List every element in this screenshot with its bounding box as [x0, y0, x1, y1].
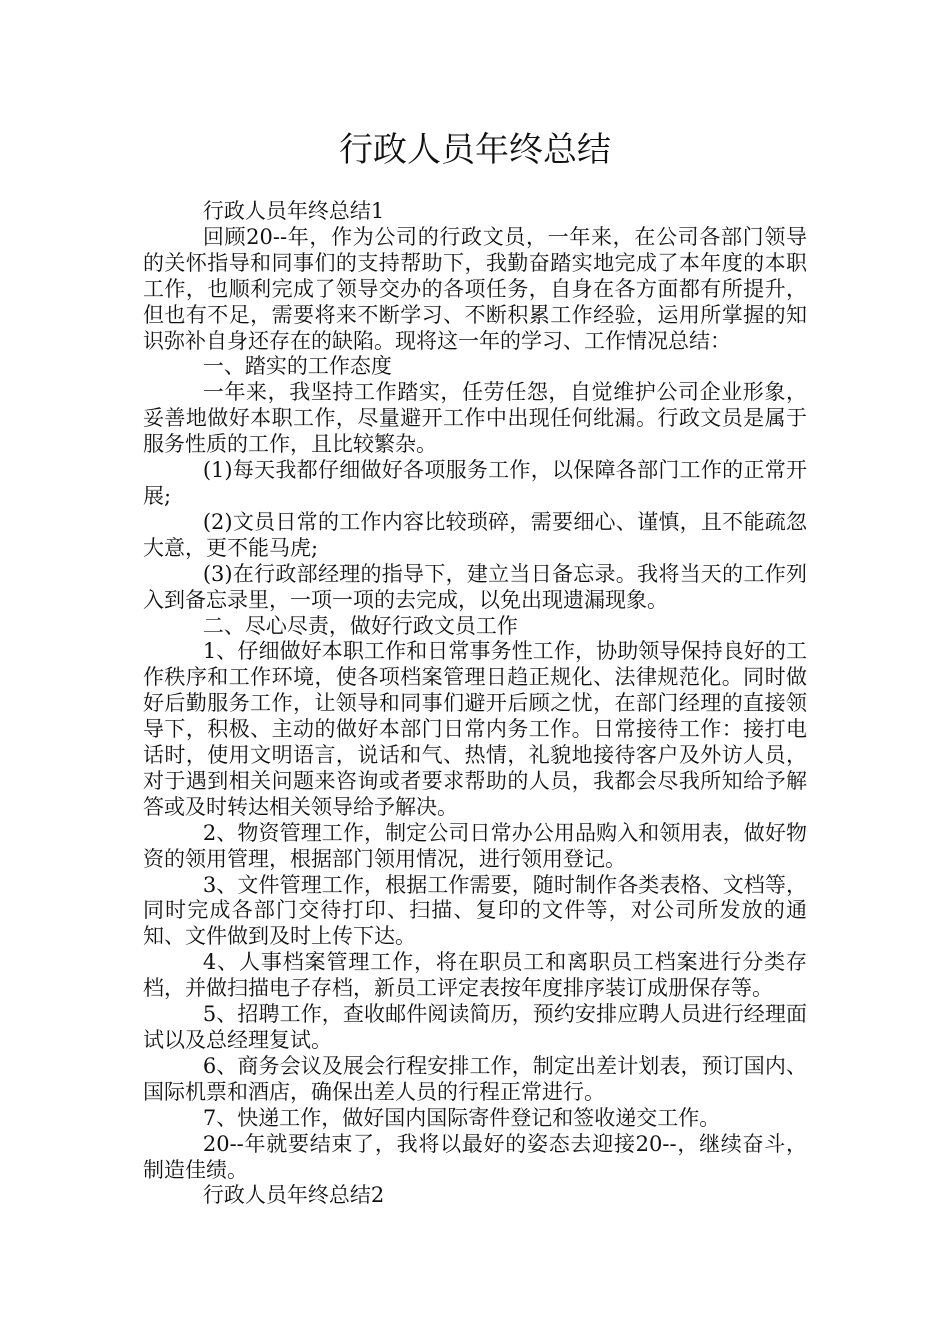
list-item: 4、人事档案管理工作，将在职员工和离职员工档案进行分类存档，并做扫描电子存档，新员工评定表按年度排序装订成册保存等。 [143, 950, 807, 1001]
document-title: 行政人员年终总结 [339, 130, 611, 170]
list-item: 5、招聘工作，查收邮件阅读简历，预约安排应聘人员进行经理面试以及总经理复试。 [143, 1002, 807, 1052]
subsection-heading: 一、踏实的工作态度 [202, 354, 392, 379]
list-item: (3)在行政部经理的指导下，建立当日备忘录。我将当天的工作列入到备忘录里，一项一项的去完成，以免出现遗漏现象。 [143, 561, 807, 612]
paragraph: 一年来，我坚持工作踏实，任劳任怨，自觉维护公司企业形象，妥善地做好本职工作，尽量避开工作中出现任何纰漏。行政文员是属于服务性质的工作，且比较繁杂。 [143, 380, 807, 457]
document-body [143, 199, 807, 1209]
list-item: (1)每天我都仔细做好各项服务工作，以保障各部门工作的正常开展; [143, 458, 807, 508]
list-item: 3、文件管理工作，根据工作需要，随时制作各类表格、文档等，同时完成各部门交待打印、扫描、复印的文件等，对公司所发放的通知、文件做到及时上传下达。 [143, 872, 807, 949]
list-item: 7、快递工作，做好国内国际寄件登记和签收递交工作。 [202, 1105, 721, 1130]
subsection-heading: 二、尽心尽责，做好行政文员工作 [202, 613, 518, 638]
paragraph: 回顾20--年，作为公司的行政文员，一年来，在公司各部门领导的关怀指导和同事们的支持帮助下，我勤奋踏实地完成了本年度的本职工作，也顺利完成了领导交办的各项任务，自身在各方面都有所提升，但也有不足，需要将来不断学习、不断积累工作经验，运用所掌握的知识弥补自身还存在的缺陷。现将这一年的学习、工作情况总结： [143, 224, 807, 353]
list-item: 1、仔细做好本职工作和日常事务性工作，协助领导保持良好的工作秩序和工作环境，使各项档案管理日趋正规化、法律规范化。同时做好后勤服务工作，让领导和同事们避开后顾之忧，在部门经理的直接领导下，积极、主动的做好本部门日常内务工作。日常接待工作：接打电话时，使用文明语言，说话和气、热情，礼貌地接待客户及外访人员，对于遇到相关问题来咨询或者要求帮助的人员，我都会尽我所知给予解答或及时转达相关领导给予解决。 [143, 639, 807, 819]
section-heading: 行政人员年终总结1 [202, 199, 385, 223]
list-item: 2、物资管理工作，制定公司日常办公用品购入和领用表，做好物资的领用管理，根据部门领用情况，进行领用登记。 [143, 820, 807, 871]
list-item: 6、商务会议及展会行程安排工作，制定出差计划表，预订国内、国际机票和酒店，确保出差人员的行程正常进行。 [143, 1053, 807, 1104]
list-item: (2)文员日常的工作内容比较琐碎，需要细心、谨慎，且不能疏忽大意，更不能马虎; [143, 509, 807, 560]
paragraph: 20--年就要结束了，我将以最好的姿态去迎接20--，继续奋斗，制造佳绩。 [143, 1131, 807, 1182]
section-heading: 行政人员年终总结2 [202, 1183, 385, 1208]
